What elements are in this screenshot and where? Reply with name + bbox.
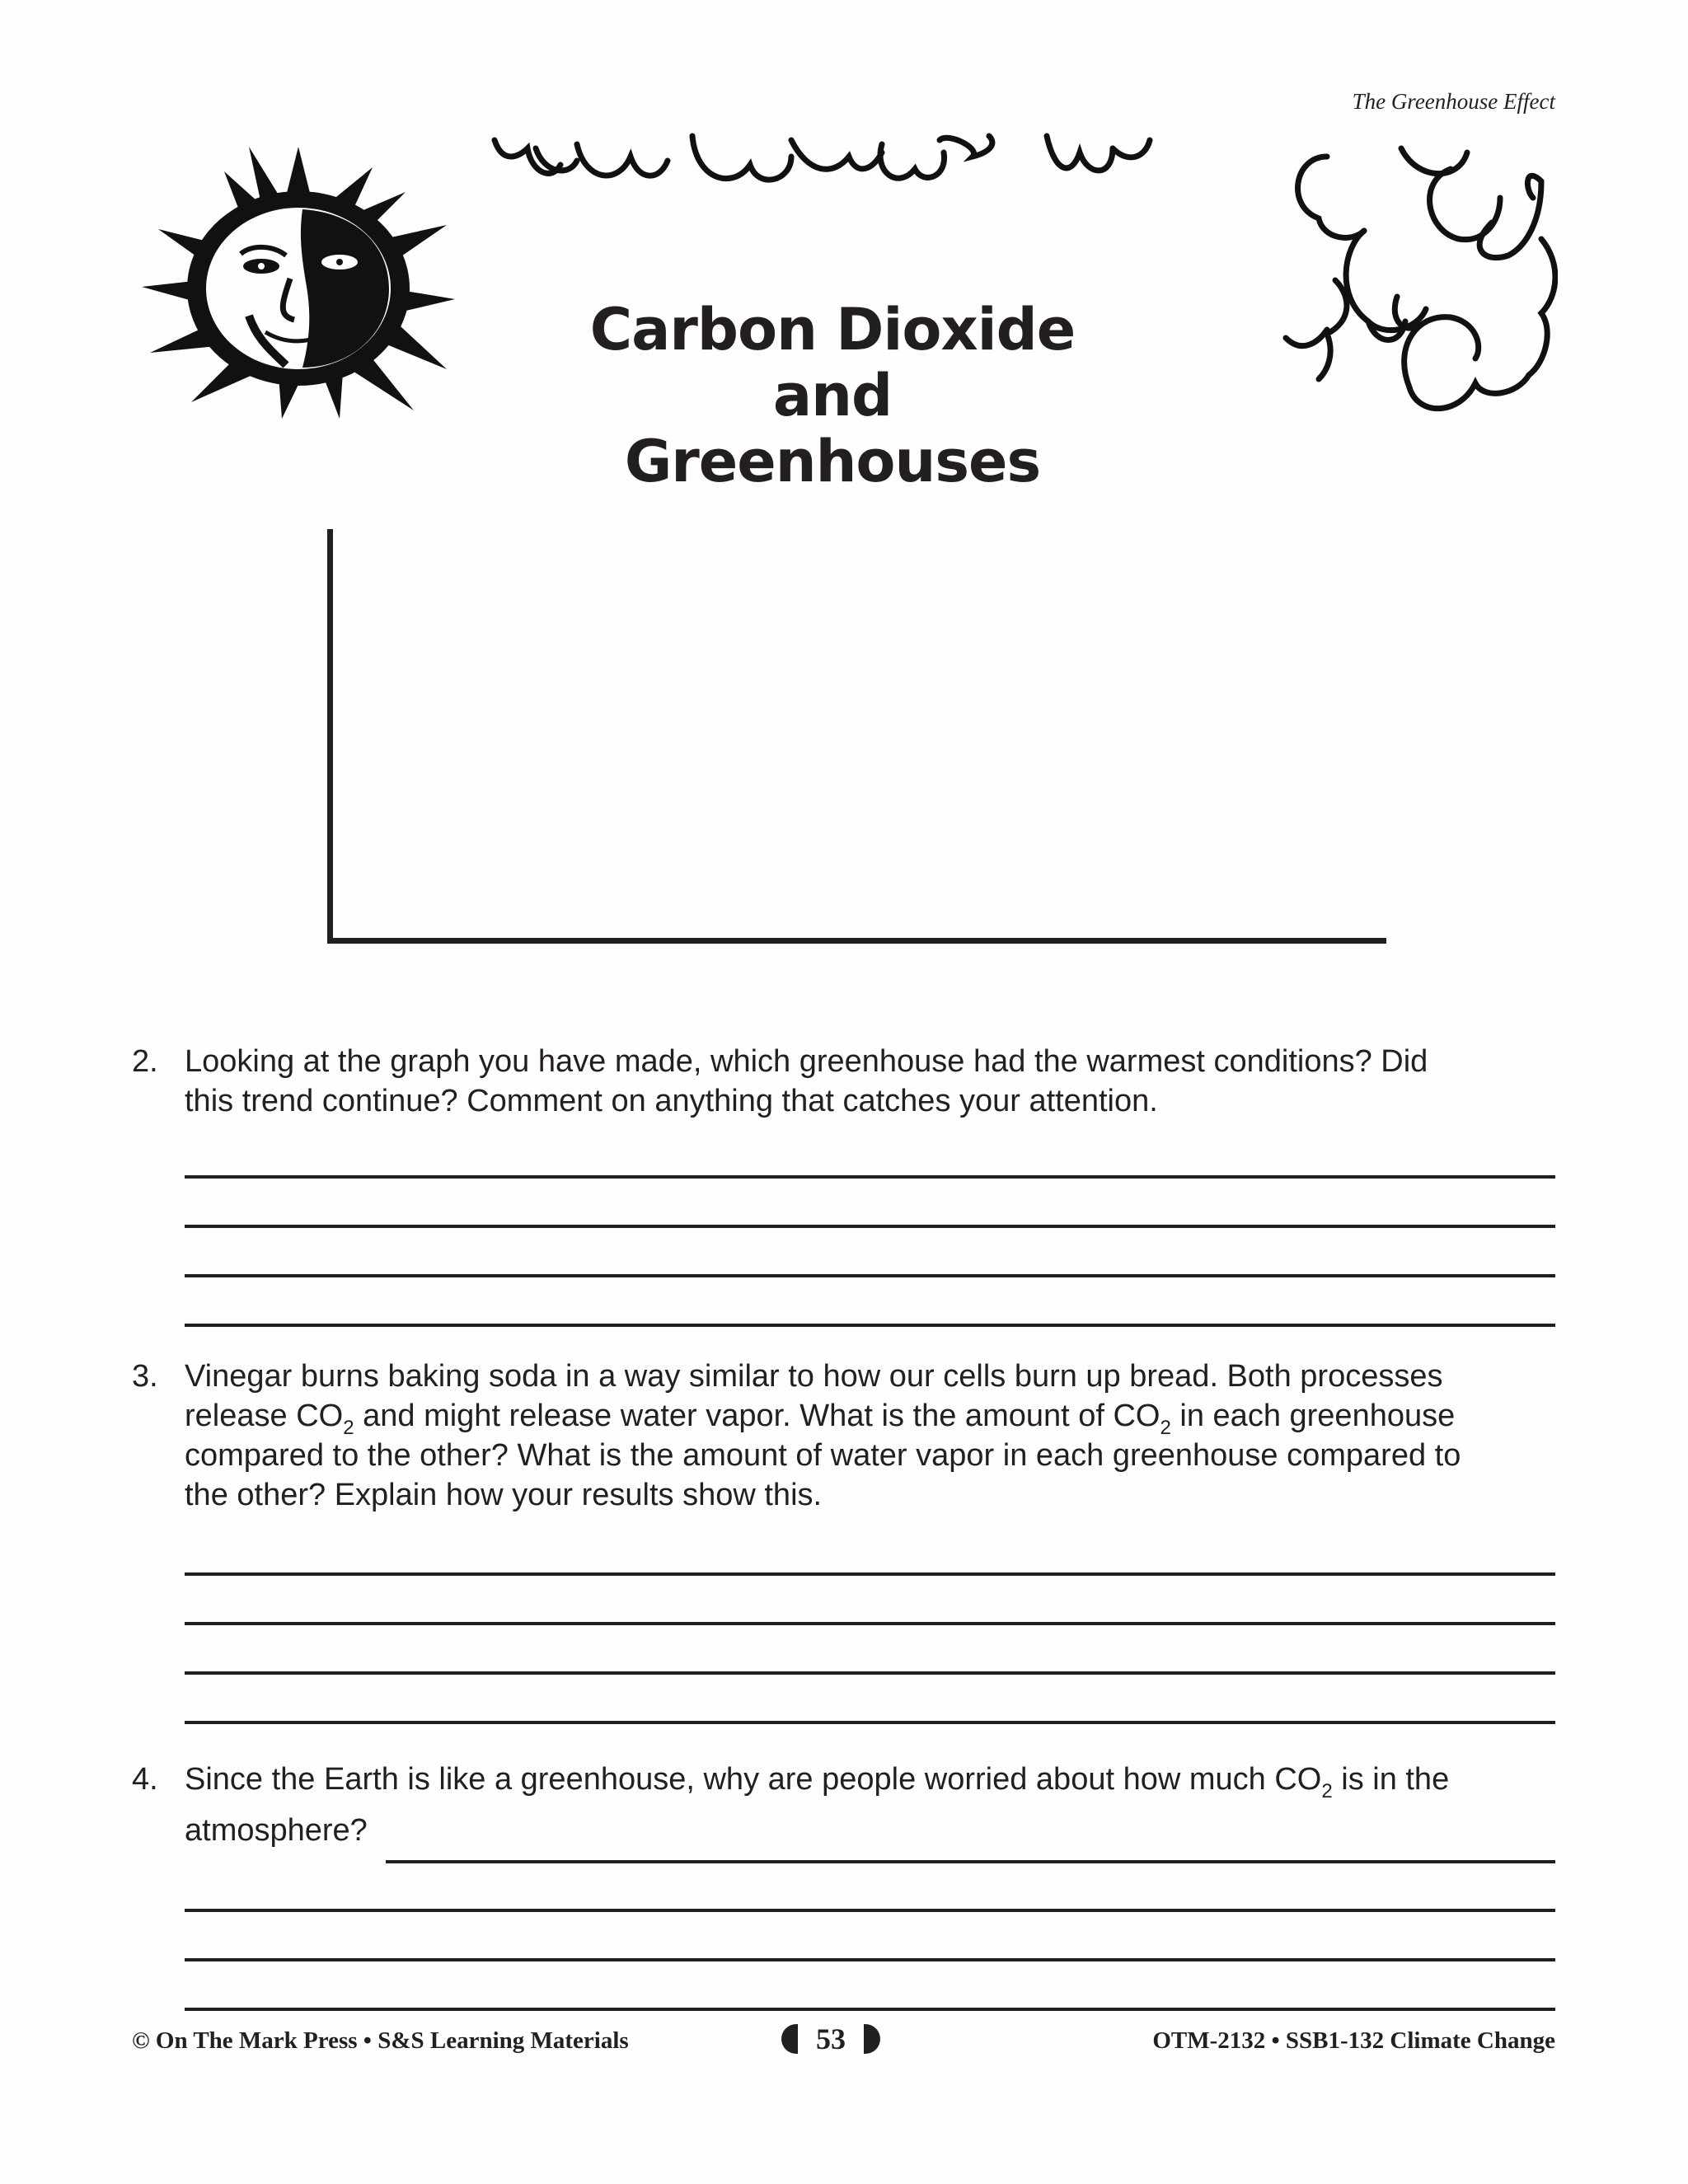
answer-line[interactable] — [386, 1860, 1555, 1863]
question-text-line: this trend continue? Comment on anything that catches your attention. — [185, 1084, 1158, 1118]
page-number-badge — [781, 2021, 880, 2057]
subscript: 2 — [1321, 1780, 1333, 1802]
answer-line[interactable] — [185, 1909, 1555, 1912]
answer-line[interactable] — [185, 1671, 1555, 1675]
question-text-line: compared to the other? What is the amount of water vapor in each greenhouse compared to — [185, 1438, 1461, 1473]
text-segment: is in the — [1332, 1762, 1450, 1797]
question-4 — [132, 1754, 1566, 1856]
question-text-line: Vinegar burns baking soda in a way similar to how our cells burn up bread. Both processes — [185, 1359, 1443, 1394]
answer-line[interactable] — [185, 1324, 1555, 1327]
subscript: 2 — [343, 1417, 354, 1439]
question-text-line: atmosphere? — [185, 1813, 368, 1848]
question-text-line: the other? Explain how your results show this. — [185, 1478, 823, 1512]
answer-line[interactable] — [185, 1622, 1555, 1625]
title-line-2: and — [772, 362, 893, 429]
question-text-line: Looking at the graph you have made, which greenhouse had the warmest conditions? Did — [185, 1044, 1428, 1079]
question-text-line — [185, 1396, 1566, 1439]
text-segment: Since the Earth is like a greenhouse, why are people worried about how much CO — [185, 1762, 1322, 1797]
footer-book-code: OTM-2132 • SSB1-132 Climate Change — [1152, 2027, 1555, 2054]
graph-y-axis — [327, 529, 333, 943]
answer-line[interactable] — [185, 1274, 1555, 1277]
question-number: 4. — [132, 1762, 158, 1797]
graph-x-axis — [327, 938, 1386, 944]
subscript: 2 — [1160, 1417, 1171, 1439]
question-text-line — [185, 1754, 1566, 1805]
text-segment: release CO — [185, 1399, 344, 1433]
title-line-1: Carbon Dioxide — [589, 296, 1076, 363]
cloud-cluster-icon — [1253, 132, 1558, 429]
text-segment: in each greenhouse — [1170, 1399, 1456, 1433]
question-2 — [132, 1042, 1566, 1121]
page-number: 53 — [816, 2022, 846, 2055]
left-half-circle-icon — [781, 2024, 798, 2054]
answer-line[interactable] — [185, 1225, 1555, 1228]
question-number: 3. — [132, 1359, 158, 1394]
title-line-3: Greenhouses — [624, 428, 1041, 495]
sun-face-icon — [142, 147, 455, 419]
answer-line[interactable] — [185, 1175, 1555, 1179]
question-3 — [132, 1357, 1566, 1515]
answer-line[interactable] — [185, 1958, 1555, 1961]
running-head: The Greenhouse Effect — [1352, 89, 1555, 114]
answer-line[interactable] — [185, 1572, 1555, 1576]
answer-line[interactable] — [185, 2008, 1555, 2011]
right-half-circle-icon — [864, 2024, 880, 2054]
answer-line[interactable] — [185, 1721, 1555, 1724]
footer-publisher: © On The Mark Press • S&S Learning Materials — [132, 2027, 629, 2054]
page-title — [511, 297, 1154, 494]
question-number: 2. — [132, 1044, 158, 1079]
text-segment: and might release water vapor. What is the amount of CO — [354, 1399, 1160, 1433]
